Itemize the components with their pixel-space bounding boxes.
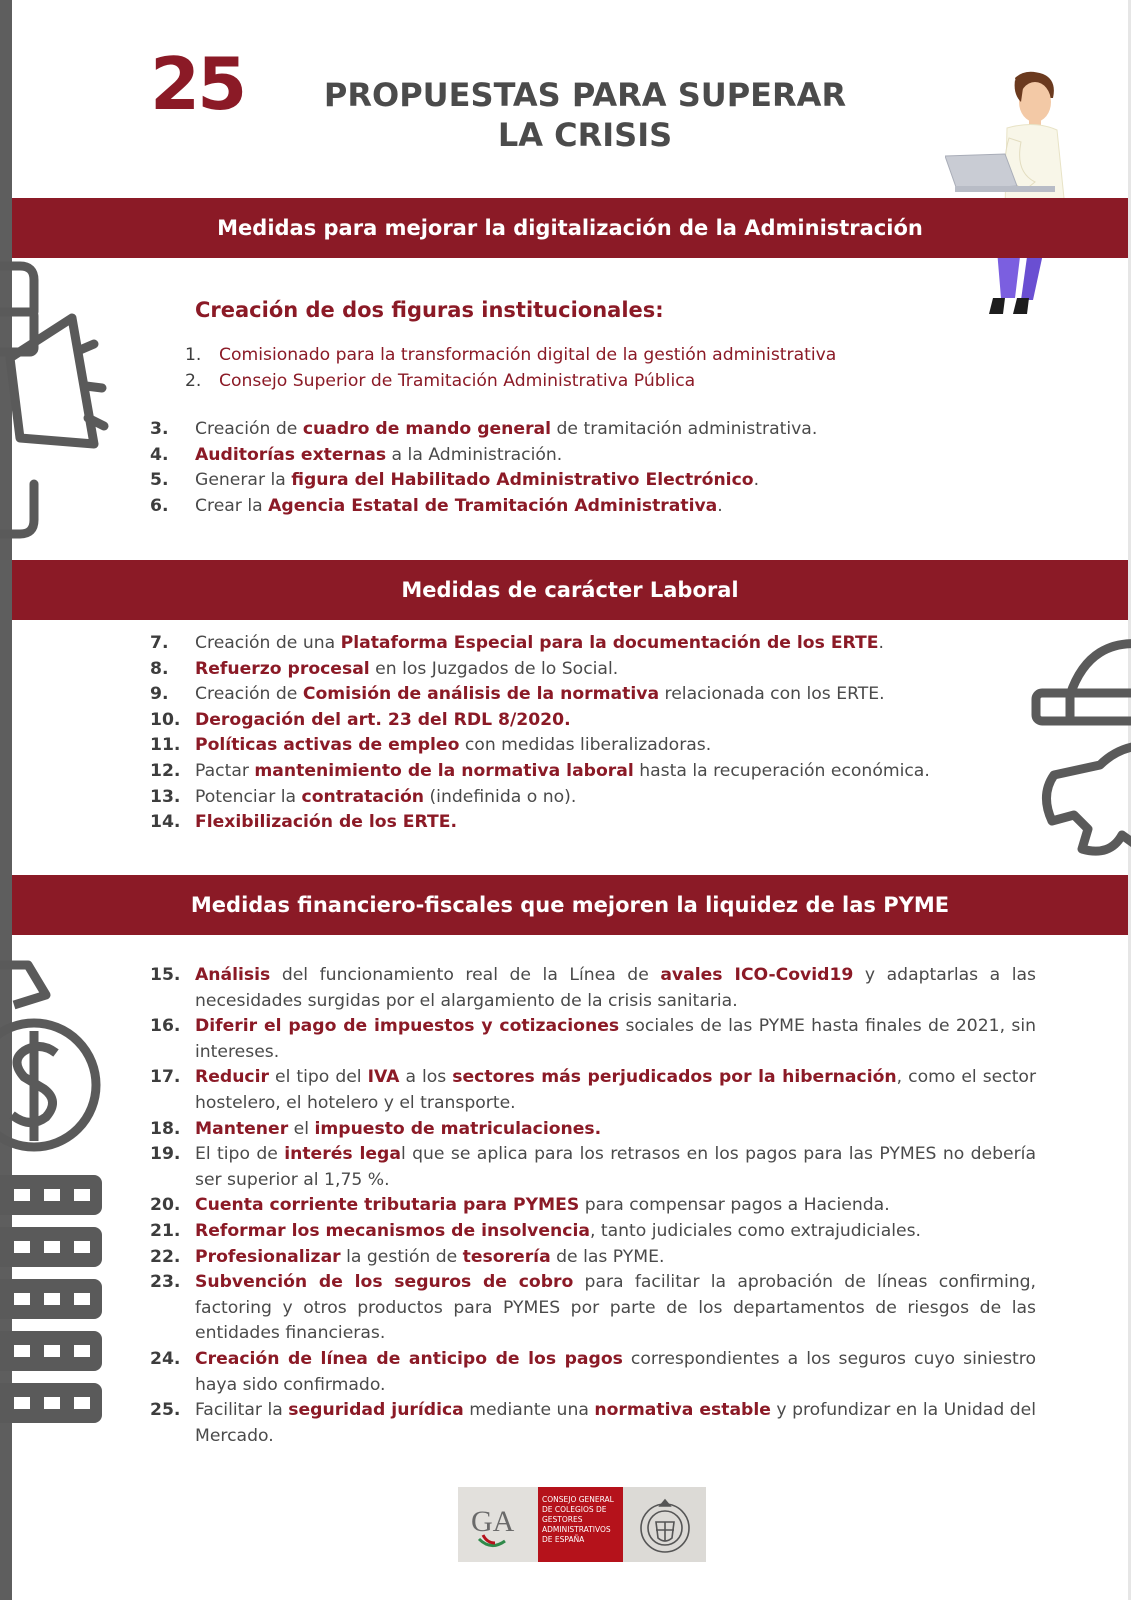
item-text-highlight: IVA [367, 1067, 400, 1088]
item-text-highlight: cuadro de mando general [302, 419, 552, 439]
organization-name: CONSEJO GENERAL DE COLEGIOS DE GESTORES ADMINISTRATIVOS DE ESPAÑA [538, 1487, 623, 1562]
item-text-part: Pactar [195, 760, 255, 781]
item-text-part: relacionada con los ERTE. [659, 684, 885, 705]
section-heading-financiero: Medidas financiero-fiscales que mejoren la liquidez de las PYME [12, 875, 1128, 935]
coat-of-arms [623, 1487, 706, 1562]
item-number: 23. [150, 1272, 181, 1293]
title-line-1: PROPUESTAS PARA SUPERAR [323, 76, 847, 114]
item-text-highlight: Profesionalizar [195, 1246, 341, 1267]
item-text [195, 1065, 1036, 1116]
item-text-highlight: Derogación del art. 23 del RDL 8/2020. [195, 709, 571, 730]
item-text-highlight: tesorería [462, 1246, 551, 1267]
item-text-part: Generar la [195, 470, 292, 491]
item-text [195, 1398, 1036, 1449]
item-text [195, 1117, 1036, 1143]
item-text [195, 759, 1030, 785]
list-item [150, 682, 1030, 708]
list-item [150, 708, 1030, 734]
item-text-part: mediante una [463, 1400, 595, 1421]
list-item [150, 785, 1030, 811]
list-item [150, 759, 1030, 785]
digital-measures-list [150, 417, 1030, 519]
item-number: 8. [150, 658, 169, 679]
item-text [195, 417, 1030, 443]
list-item [150, 1398, 1036, 1449]
item-text [195, 494, 1030, 520]
item-text [195, 785, 1030, 811]
list-item [150, 1142, 1036, 1193]
item-text-part: a la Administración. [386, 444, 563, 465]
item-text [195, 443, 1030, 469]
item-text [195, 631, 1030, 657]
item-text-part: y profundizar en la Unidad del Mercado. [195, 1400, 1037, 1446]
list-item [150, 1347, 1036, 1398]
item-text-part: para facilitar la aprobación de líneas confirming, factoring y otros productos para PYMES por parte de los departamentos de riesgos de las entidades financieras. [195, 1272, 1036, 1344]
title-number: 25 [150, 42, 245, 126]
item-text [195, 708, 1030, 734]
item-text [195, 963, 1036, 1014]
list-item: 1. Comisionado para la transformación digital de la gestión administrativa [185, 345, 837, 365]
page-title [150, 42, 890, 158]
subheading-institutional-figures: Creación de dos figuras institucionales: [195, 298, 664, 322]
item-text-highlight: Flexibilización de los ERTE. [195, 812, 458, 833]
item-text-highlight: Análisis [195, 965, 271, 985]
item-text [195, 1347, 1036, 1398]
item-text-part: , tanto judiciales como extrajudiciales. [589, 1220, 921, 1241]
money-bag-coins-icon [0, 945, 110, 1455]
item-text-highlight: Agencia Estatal de Tramitación Administrativa [268, 495, 718, 516]
hardhat-wrench-icon [1030, 625, 1131, 875]
item-number: 15. [150, 965, 181, 985]
item-text-highlight: mantenimiento de la normativa laboral [254, 760, 634, 781]
item-text-part: . [753, 470, 760, 491]
list-item [150, 443, 1030, 469]
item-text-part: Creación de una [195, 633, 341, 653]
item-text-part: el [288, 1118, 315, 1139]
item-text [195, 733, 1030, 759]
item-text-part: de tramitación administrativa. [551, 419, 818, 439]
laboral-measures-list [150, 631, 1030, 836]
item-text-part: a los [399, 1067, 453, 1088]
item-number: 12. [150, 760, 181, 781]
item-text-highlight: Comisión de análisis de la normativa [302, 684, 660, 705]
coat-of-arms-icon [632, 1492, 698, 1558]
list-item [150, 468, 1030, 494]
item-text-highlight: Refuerzo procesal [195, 658, 370, 679]
item-text-highlight: Plataforma Especial para la documentación de los ERTE [340, 633, 879, 653]
list-item [150, 810, 1030, 836]
financiero-measures-list [150, 963, 1036, 1449]
item-text-part: la gestión de [340, 1246, 463, 1267]
title-line-2: LA CRISIS [497, 116, 673, 154]
list-item [150, 417, 1030, 443]
item-text-part: el tipo del [269, 1067, 368, 1088]
item-number: 16. [150, 1016, 181, 1037]
list-item [150, 963, 1036, 1014]
list-item [150, 657, 1030, 683]
item-number: 11. [150, 735, 181, 756]
item-text-part: correspondientes a los seguros cuyo siniestro haya sido confirmado. [195, 1348, 1036, 1395]
item-text-part: Creación de [195, 419, 303, 439]
item-text-part: y adaptarlas a las necesidades surgidas por el alargamiento de la crisis sanitaria. [195, 965, 1036, 1011]
section-heading-laboral: Medidas de carácter Laboral [12, 560, 1128, 620]
item-text [195, 1270, 1036, 1347]
list-item [150, 631, 1030, 657]
list-item [150, 1219, 1036, 1245]
item-text [195, 1142, 1036, 1193]
item-text-part: Potenciar la [195, 786, 302, 807]
list-item [150, 1065, 1036, 1116]
item-text-highlight: Mantener [195, 1118, 289, 1139]
item-text-highlight: Subvención de los seguros de cobro [195, 1272, 574, 1293]
item-text-highlight: Cuenta corriente tributaria para PYMES [195, 1195, 580, 1216]
list-item [150, 1117, 1036, 1143]
list-item [150, 1270, 1036, 1347]
item-number: 20. [150, 1195, 181, 1216]
item-text-highlight: Reformar los mecanismos de insolvencia [195, 1220, 590, 1241]
ga-logo-mark [458, 1487, 538, 1562]
section-heading-digital: Medidas para mejorar la digitalización de la Administración [12, 198, 1128, 258]
item-text-highlight: interés lega [284, 1144, 401, 1165]
item-text-highlight: sectores más perjudicados por la hibernación [452, 1067, 897, 1088]
item-number: 6. [150, 495, 169, 516]
list-item [150, 494, 1030, 520]
item-text-part: El tipo de [195, 1144, 285, 1165]
item-text [195, 1245, 1036, 1271]
item-text-highlight: Reducir [195, 1067, 269, 1088]
item-text-part: . [878, 633, 884, 653]
item-text-highlight: avales ICO-Covid19 [660, 965, 854, 985]
item-text [195, 1193, 1036, 1219]
item-number: 22. [150, 1246, 181, 1267]
item-number: 5. [150, 470, 169, 491]
item-text-part: l que se aplica para los retrasos en los pagos para las PYMES no debería ser superior al 1,75 %. [195, 1144, 1036, 1190]
item-text-part: sociales de las PYME hasta finales de 2021, sin intereses. [195, 1016, 1036, 1062]
svg-text:GA: GA [471, 1504, 515, 1538]
list-item [150, 733, 1030, 759]
item-text-highlight: Diferir el pago de impuestos y cotizaciones [195, 1016, 620, 1037]
item-text-part: del funcionamiento real de la Línea de [270, 965, 661, 985]
item-text-highlight: Creación de línea de anticipo de los pagos [195, 1348, 623, 1369]
item-number: 18. [150, 1118, 181, 1139]
worker-laptop-icon [945, 68, 1095, 320]
organization-logo [458, 1487, 706, 1562]
item-text-part: , como el sector hostelero, el hotelero y el transporte. [195, 1067, 1037, 1113]
list-item [150, 1245, 1036, 1271]
item-text-part: de las PYME. [550, 1246, 665, 1267]
list-item: 2. Consejo Superior de Tramitación Administrativa Pública [185, 370, 696, 391]
item-text-part: Crear la [195, 495, 269, 516]
item-text-highlight: contratación [301, 786, 425, 807]
item-text-part: para compensar pagos a Hacienda. [579, 1195, 890, 1216]
item-text [195, 657, 1030, 683]
item-text-part: Creación de [195, 684, 303, 705]
item-number: 14. [150, 812, 181, 833]
item-number: 4. [150, 444, 169, 465]
item-number: 17. [150, 1067, 181, 1088]
item-text-part: con medidas liberalizadoras. [459, 735, 712, 756]
item-text [195, 682, 1030, 708]
item-number: 3. [150, 419, 169, 439]
megaphone-icon [0, 258, 120, 548]
item-number: 24. [150, 1348, 181, 1369]
item-number: 25. [150, 1400, 181, 1421]
item-text-part: hasta la recuperación económica. [633, 760, 930, 781]
list-item [150, 1014, 1036, 1065]
item-text [195, 1014, 1036, 1065]
item-text-part: . [717, 495, 723, 516]
institutional-figures-list [185, 343, 985, 394]
ga-monogram-icon [465, 1495, 531, 1555]
item-text-part: Facilitar la [195, 1400, 289, 1421]
item-text [195, 810, 1030, 836]
item-text-highlight: impuesto de matriculaciones. [314, 1118, 602, 1139]
item-text-part: (indefinida o no). [424, 786, 577, 807]
item-number: 7. [150, 633, 169, 653]
item-text-part: en los Juzgados de lo Social. [369, 658, 619, 679]
list-item [150, 1193, 1036, 1219]
item-text [195, 468, 1030, 494]
item-text-highlight: Políticas activas de empleo [195, 735, 460, 756]
item-number: 21. [150, 1220, 181, 1241]
item-text-highlight: figura del Habilitado Administrativo Electrónico [291, 470, 754, 491]
item-text [195, 1219, 1036, 1245]
item-text-highlight: seguridad jurídica [288, 1400, 464, 1421]
item-number: 19. [150, 1144, 181, 1165]
item-text-highlight: normativa estable [594, 1400, 771, 1421]
item-number: 9. [150, 684, 169, 705]
item-text-highlight: Auditorías externas [195, 444, 387, 465]
item-number: 10. [150, 709, 181, 730]
item-number: 13. [150, 786, 181, 807]
